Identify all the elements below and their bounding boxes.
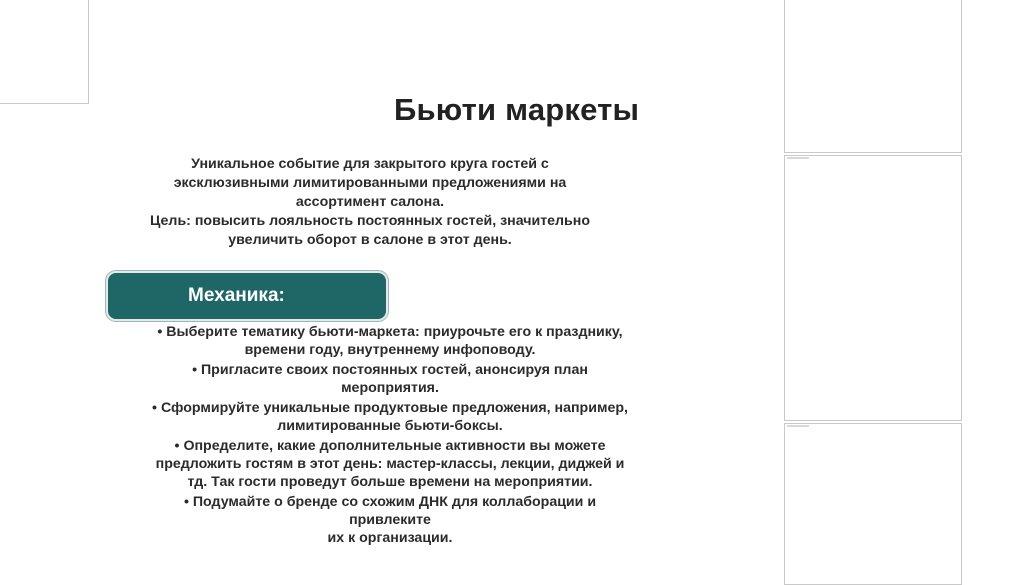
thumbnail-caption [787,157,809,159]
thumbnail-caption [787,425,809,427]
goal-paragraph [100,212,640,250]
slide-thumbnail-frame [784,0,962,153]
list-item-text: • Сформируйте уникальные продуктовые предложения, например, лимитированные бьюти-боксы. [152,400,628,434]
list-item-text: • Определите, какие дополнительные активности вы можете предложить гостям в этот день: мастер-классы, лекции, диджей и тд. Так гости проведут больше времени на мероприятии. [155,438,625,490]
list-item [100,361,680,397]
list-item [100,399,680,435]
intro-paragraph [100,155,640,212]
mechanics-label: Механика: [188,285,285,306]
list-item-text: • Подумайте о бренде со схожим ДНК для коллаборации и привлеките их к организации. [183,494,597,546]
slide-thumbnail-frame [784,155,962,421]
list-item [100,437,680,491]
list-item-text: • Выберите тематику бьюти-маркета: приурочьте его к празднику, времени году, внутреннему инфоповоду. [157,324,623,358]
mechanics-list [100,323,680,549]
mechanics-header-box [106,271,388,321]
list-item [100,323,680,359]
slide-title: Бьюти маркеты [394,92,640,127]
list-item [100,493,680,547]
intro-text-2: Цель: повысить лояльность постоянных гостей, значительно увеличить оборот в салоне в этот день. [150,213,590,248]
slide-thumbnail-frame [0,0,89,104]
list-item-text: • Пригласите своих постоянных гостей, анонсируя план мероприятия. [192,362,588,396]
intro-text-1: Уникальное событие для закрытого круга гостей с эксклюзивными лимитированными предложениями на ассортимент салона. [173,156,567,210]
slide-thumbnail-frame [784,423,962,585]
